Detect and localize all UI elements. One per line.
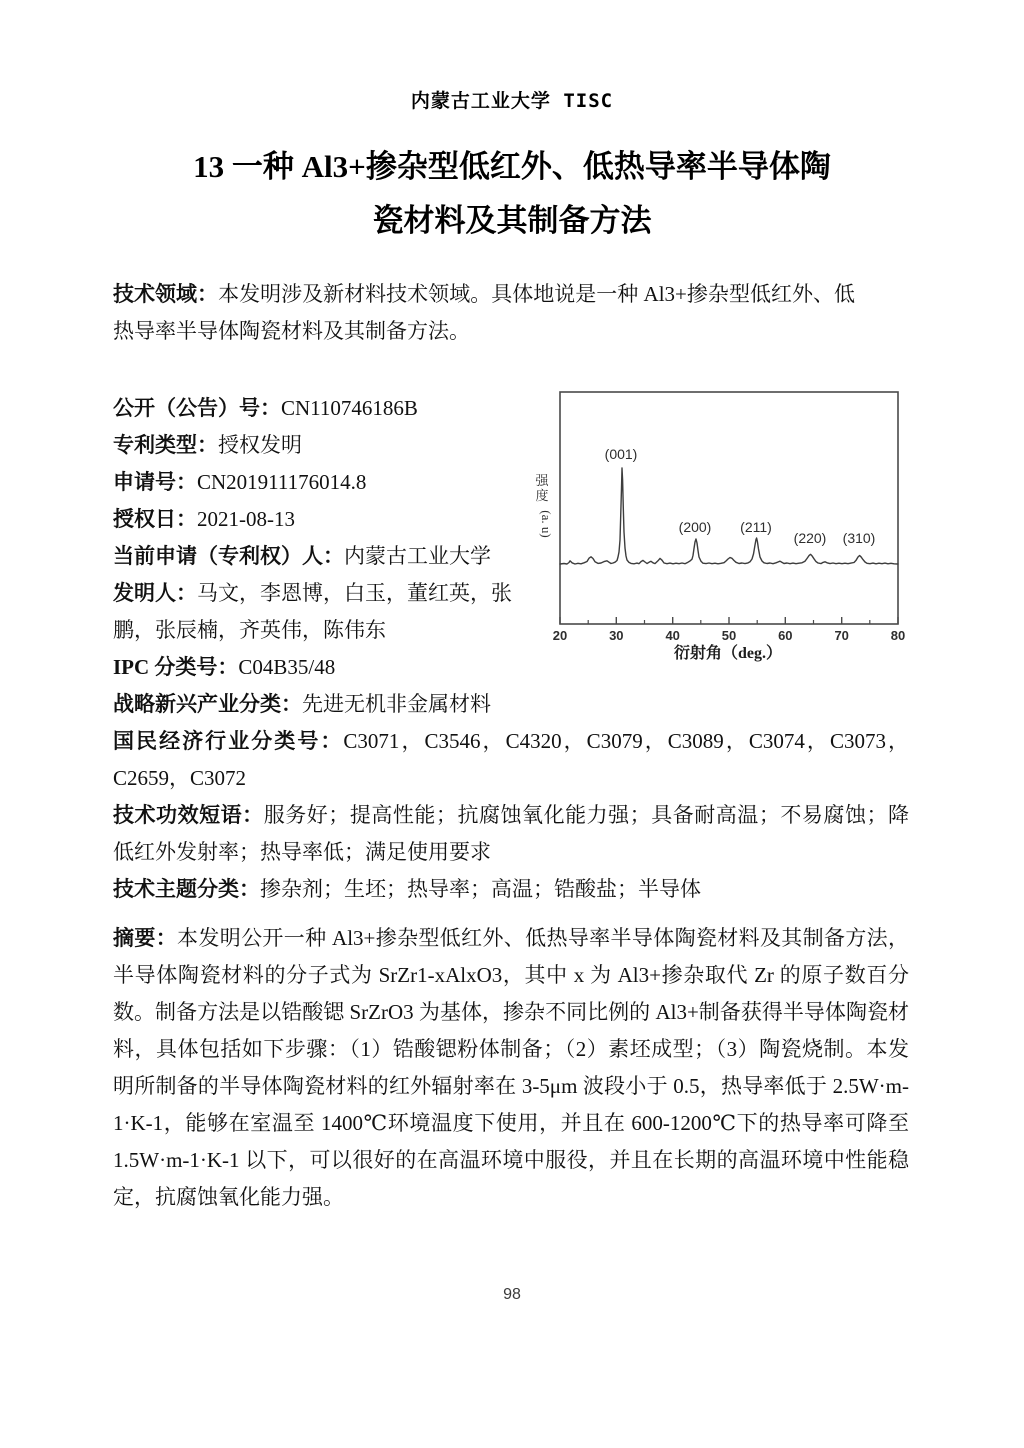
field-topic-classes: 技术主题分类：掺杂剂；生坯；热导率；高温；锆酸盐；半导体 bbox=[113, 877, 701, 901]
page-number: 98 bbox=[503, 1286, 521, 1303]
x-tick-40: 40 bbox=[665, 628, 680, 643]
field-current-assignee: 当前申请（专利权）人：内蒙古工业大学 bbox=[113, 544, 491, 568]
abstract-text: 本发明公开一种 Al3+掺杂型低红外、低热导率半导体陶瓷材料及其制备方法，半导体陶瓷材料的分子式为 SrZr1-xAlxO3，其中 x 为 Al3+掺杂取代 Zr 的原子数百分数。制备方法是以锆酸锶 SrZrO3 为基体，掺杂不同比例的 Al3+制备获得半导体陶瓷材料，具体包括如下步骤：（1）锆酸锶粉体制备；（2）素坯成型；（3）陶瓷烧制。本发明所制备的半导体陶瓷材料的红外辐射率在 3-5μm 波段小于 0.5，热导率低于 2.5W·m-1·K-1，能够在室温至 1400℃环境温度下使用，并且在 600-1200℃下的热导率可降至 1.5W·m-1·K-1 以下，可以很好的在高温环境中服役，并且在长期的高温环境中性能稳定，抗腐蚀氧化能力强。 bbox=[113, 926, 910, 1209]
y-axis-title-char-2: 度 bbox=[535, 488, 549, 503]
field-economic-classes: 国民经济行业分类号：C3071，C3546，C4320，C3079，C3089，C3074，C3073，C2659，C3072 bbox=[113, 729, 909, 790]
field-strategic-industry: 战略新兴产业分类：先进无机非金属材料 bbox=[113, 692, 491, 716]
y-axis-title-char-1: 强 bbox=[535, 473, 549, 488]
peak-label-211: (211) bbox=[740, 519, 772, 535]
technical-field-label: 技术领域： bbox=[113, 282, 219, 306]
technical-field-paragraph bbox=[113, 276, 855, 350]
x-axis-major-ticks bbox=[560, 617, 898, 624]
technical-field-text: 本发明涉及新材料技术领域。具体地说是一种 Al3+掺杂型低红外、低热导率半导体陶瓷材料及其制备方法。 bbox=[113, 282, 855, 343]
field-grant-date: 授权日：2021-08-13 bbox=[113, 507, 295, 531]
title-line-2: 瓷材料及其制备方法 bbox=[372, 203, 652, 238]
xrd-plot bbox=[518, 376, 918, 666]
plot-border bbox=[560, 392, 898, 624]
peak-label-200: (200) bbox=[678, 519, 712, 535]
y-axis-title-unit: (a. u) bbox=[539, 510, 554, 538]
peak-label-310: (310) bbox=[842, 530, 876, 546]
page-title bbox=[0, 140, 1024, 248]
abstract-paragraph bbox=[113, 920, 909, 1216]
field-publication-number: 公开（公告）号：CN110746186B bbox=[113, 396, 418, 420]
xrd-trace bbox=[560, 468, 898, 564]
x-tick-60: 60 bbox=[778, 628, 793, 643]
document-header: 内蒙古工业大学 TISC bbox=[410, 90, 614, 112]
peak-label-220: (220) bbox=[793, 530, 827, 546]
field-patent-type: 专利类型：授权发明 bbox=[113, 433, 302, 457]
abstract-label: 摘要： bbox=[113, 926, 178, 950]
x-tick-20: 20 bbox=[552, 628, 568, 643]
x-tick-30: 30 bbox=[609, 628, 624, 643]
x-tick-70: 70 bbox=[834, 628, 849, 643]
title-line-1: 13 一种 Al3+掺杂型低红外、低热导率半导体陶 bbox=[193, 149, 831, 184]
field-inventors: 发明人：马文，李恩博，白玉，董红英，张鹏，张辰楠，齐英伟，陈伟东 bbox=[113, 581, 512, 642]
peak-label-001: (001) bbox=[604, 446, 638, 462]
field-ipc-class: IPC 分类号：C04B35/48 bbox=[113, 655, 336, 679]
x-tick-50: 50 bbox=[721, 628, 737, 643]
x-tick-80: 80 bbox=[890, 628, 906, 643]
field-effect-phrases: 技术功效短语：服务好；提高性能；抗腐蚀氧化能力强；具备耐高温；不易腐蚀；降低红外发射率；热导率低；满足使用要求 bbox=[113, 803, 910, 864]
field-application-number: 申请号：CN201911176014.8 bbox=[113, 470, 367, 494]
x-axis-title: 衍射角（deg.） bbox=[673, 645, 783, 662]
xrd-pattern-figure bbox=[518, 376, 918, 666]
